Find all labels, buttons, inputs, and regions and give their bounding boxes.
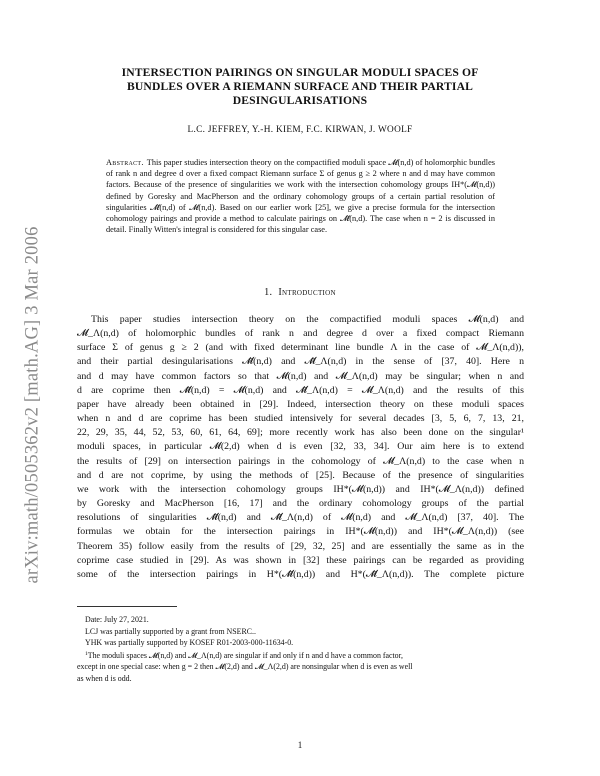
section-heading (78, 287, 522, 298)
section-title: Introduction (278, 287, 336, 298)
body-line: paper have already been obtained in [29]. Indeed, intersection theory on these moduli spaces (77, 398, 524, 410)
body-line: Theorem 35) follow easily from the results of [29, 32, 25] and are essentially the same as in the (77, 540, 524, 552)
abstract (106, 157, 495, 235)
introduction-body (77, 313, 524, 582)
grant-note-yhk: YHK was partially supported by KOSEF R01-2003-000-11634-0. (85, 638, 294, 648)
abstract-label: Abstract. (106, 158, 144, 167)
body-line: moduli spaces, in particular 𝓜(2,d) when d is even [32, 33, 34]. Our aim here is to extend (77, 441, 524, 453)
author-list: L.C. JEFFREY, Y.-H. KIEM, F.C. KIRWAN, J. WOOLF (187, 125, 413, 135)
body-line: 𝓜_Λ(n,d) of holomorphic bundles of rank n and degree d over a fixed compact Riemann (77, 328, 524, 340)
body-line: resolutions of singularities 𝓜̃(n,d) and 𝓜̃_Λ(n,d) of 𝓜(n,d) and 𝓜_Λ(n,d) [37, 40]. The (77, 512, 524, 524)
footnote-rule (77, 606, 177, 607)
arxiv-stamp (18, 180, 48, 630)
body-line: This paper studies intersection theory on the compactified moduli spaces 𝓜(n,d) and (91, 314, 524, 325)
page-number: 1 (297, 740, 303, 750)
body-line: by Goresky and MacPherson [16, 17] and the ordinary cohomology groups of the partial (77, 498, 524, 510)
abstract-text: This paper studies intersection theory on the compactified moduli space 𝓜(n,d) of holomorphic bundles of rank n and degree d over a fixed compact Riemann surface Σ of genus g ≥ 2 where n and d may have common factors. Because of the presence of singularities we work with the intersection cohomology groups IH*(𝓜(n,d)) defined by Goresky and MacPherson and the ordinary cohomology groups of a certain partial resolution of singularities 𝓜̃(n,d) of 𝓜(n,d). Based on our earlier work [25], we give a precise formula for the intersection cohomology pairings and provide a method to calculate pairings on 𝓜̃(n,d). The case when n = 2 is discussed in detail. Finally Witten's integral is considered for this singular case. (106, 158, 495, 235)
body-line: the results of [29] on intersection pairings in the cohomology of 𝓜_Λ(n,d) to the case when n (77, 455, 524, 467)
body-line: surface Σ of genus g ≥ 2 (and with fixed determinant line bundle Λ in the case of 𝓜_Λ(n,d)), (77, 342, 524, 354)
footnote-line: except in one special case: when g = 2 then 𝓜(2,d) and 𝓜_Λ(2,d) are nonsingular when d is even as well (77, 662, 413, 672)
body-line: some of the intersection pairings in H*(𝓜̃(n,d)) and H*(𝓜̃_Λ(n,d)). The complete picture (77, 568, 524, 580)
body-line: 22, 29, 35, 44, 52, 53, 60, 61, 64, 69]; more recently work has also been done on the singular¹ (77, 427, 524, 439)
body-line: and d may have common factors so that 𝓜(n,d) and 𝓜_Λ(n,d) may be singular; when n and (77, 370, 524, 382)
body-line: formulas we obtain for the intersection pairings in IH*(𝓜(n,d)) and IH*(𝓜_Λ(n,d)) (see (77, 526, 524, 538)
footnote-1 (77, 649, 524, 662)
footnotes (77, 614, 524, 685)
body-line: we work with the intersection cohomology groups IH*(𝓜(n,d)) and IH*(𝓜_Λ(n,d)) defined (77, 483, 524, 495)
footnote-line: The moduli spaces 𝓜(n,d) and 𝓜_Λ(n,d) are singular if and only if n and d have a common factor, (87, 650, 403, 660)
body-line: when n and d are coprime has been studied intensively for several decades [3, 5, 6, 7, 13, 21, (77, 413, 524, 425)
title-line: INTERSECTION PAIRINGS ON SINGULAR MODULI SPACES OF (121, 66, 479, 79)
paper-title (78, 66, 522, 108)
body-line: and d are not coprime, by using the methods of [25]. Because of the presence of singularities (77, 469, 524, 481)
footnote-line: as when d is odd. (77, 673, 132, 683)
title-line: DESINGULARISATIONS (232, 94, 368, 107)
body-line: and their partial desingularisations 𝓜̃(n,d) and 𝓜̃_Λ(n,d) in the sense of [37, 40]. Here n (77, 356, 524, 368)
section-number: 1. (264, 287, 273, 298)
grant-note-lcj: LCJ was partially supported by a grant from NSERC.. (85, 626, 256, 636)
body-line: coprime case studied in [29]. As was shown in [32] these pairings can be regarded as providing (77, 554, 524, 566)
title-line: BUNDLES OVER A RIEMANN SURFACE AND THEIR PARTIAL (127, 80, 473, 93)
footnote-marker: 1 (85, 650, 88, 657)
body-line: d are coprime then 𝓜̃(n,d) = 𝓜(n,d) and 𝓜̃_Λ(n,d) = 𝓜_Λ(n,d) and the results of this (77, 384, 524, 396)
arxiv-stamp-text: arXiv:math/0505362v2 [math.AG] 3 Mar 2006 (22, 226, 43, 584)
date-note: Date: July 27, 2021. (85, 615, 149, 624)
